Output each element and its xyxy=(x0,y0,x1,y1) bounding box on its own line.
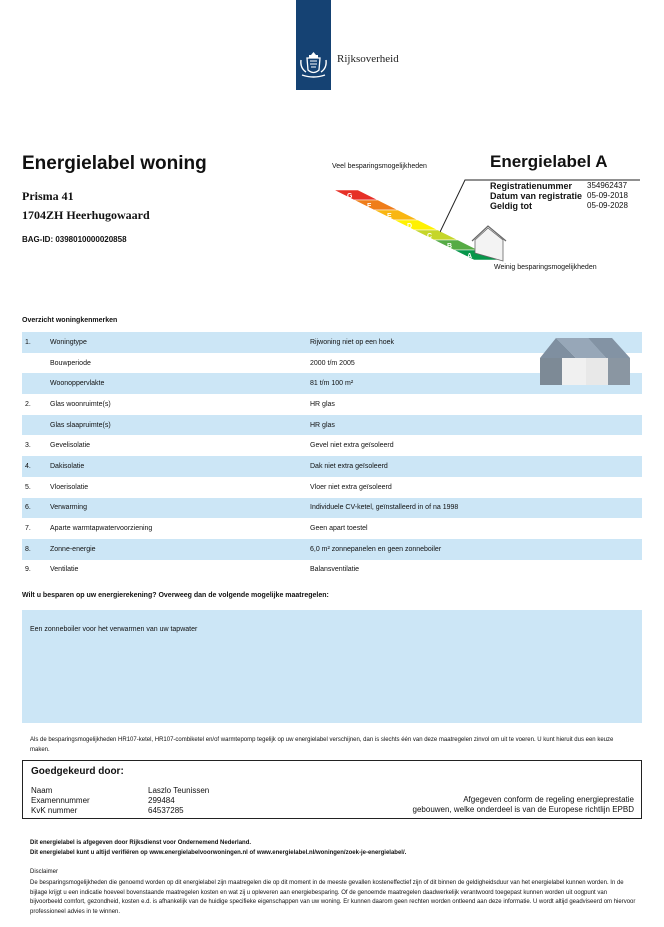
row-number: 1. xyxy=(25,338,31,346)
row-label: Bouwperiode xyxy=(50,359,91,367)
document-title: Energielabel woning xyxy=(22,153,207,174)
row-label: Vloerisolatie xyxy=(50,483,89,491)
scale-letter-g: G xyxy=(347,193,353,200)
registration-date: 05-09-2018 xyxy=(587,191,628,200)
issued-by-note: Dit energielabel is afgegeven door Rijksdienst voor Ondernemend Nederland. xyxy=(30,840,252,846)
table-row xyxy=(22,560,642,581)
advice-measure: Een zonneboiler voor het verwarmen van uw tapwater xyxy=(30,626,198,633)
row-label: Aparte warmtapwatervoorziening xyxy=(50,525,153,533)
row-value: Dak niet extra geïsoleerd xyxy=(310,462,388,470)
scale-letter-f: F xyxy=(367,203,372,210)
row-number: 4. xyxy=(25,462,31,470)
energy-label-heading: Energielabel A xyxy=(490,152,608,171)
table-row xyxy=(22,477,642,498)
registration-labels xyxy=(490,181,582,211)
rijksoverheid-emblem-icon xyxy=(296,48,331,82)
conformity-statement xyxy=(413,795,634,815)
row-value: HR glas xyxy=(310,400,335,408)
row-label: Dakisolatie xyxy=(50,462,85,470)
scale-letter-c: C xyxy=(427,233,433,240)
row-value: 81 t/m 100 m² xyxy=(310,380,354,388)
row-number: 3. xyxy=(25,442,31,450)
verification-note: Dit energielabel kunt u altijd verifiëren op www.energielabelvoorwoningen.nl of www.energielabel.nl/woningen/zoek-je-energielabel/. xyxy=(30,850,407,856)
row-value: Gevel niet extra geïsoleerd xyxy=(310,442,394,450)
row-label: Ventilatie xyxy=(50,566,79,574)
exam-number-label: Examennummer xyxy=(31,796,90,805)
scale-letter-b: B xyxy=(447,243,453,250)
kvk-number: 64537285 xyxy=(148,806,184,815)
row-label: Verwarming xyxy=(50,504,87,512)
row-number: 7. xyxy=(25,525,31,533)
exam-number: 299484 xyxy=(148,796,175,805)
scale-step-d xyxy=(394,220,438,230)
row-number: 2. xyxy=(25,400,31,408)
row-value: HR glas xyxy=(310,421,335,429)
row-label: Gevelisolatie xyxy=(50,442,91,450)
row-value: Balansventilatie xyxy=(310,566,360,574)
row-value: Vloer niet extra geïsoleerd xyxy=(310,483,392,491)
row-label: Woningtype xyxy=(50,338,87,346)
table-row xyxy=(22,539,642,560)
disclaimer-title: Disclaimer xyxy=(30,869,59,875)
registration-number: 354962437 xyxy=(587,181,628,190)
advice-question: Wilt u besparen op uw energierekening? Overweeg dan de volgende mogelijke maatregelen: xyxy=(22,592,329,599)
registration-values xyxy=(587,181,628,211)
table-row xyxy=(22,435,642,456)
scale-step-f xyxy=(354,200,398,210)
conformity-line-2: gebouwen, welke onderdeel is van de Europese richtlijn EPBD xyxy=(412,805,634,814)
kvk-number-label: KvK nummer xyxy=(31,806,78,815)
conformity-line-1: Afgegeven conform de regeling energieprestatie xyxy=(463,795,634,804)
row-value: 6,0 m² zonnepanelen en geen zonneboiler xyxy=(310,545,442,553)
approver-name-label: Naam xyxy=(31,786,53,795)
row-value: Individuele CV-ketel, geïnstalleerd in of na 1998 xyxy=(310,504,459,512)
row-label: Glas slaapruimte(s) xyxy=(50,421,111,429)
table-row xyxy=(22,394,642,415)
row-label: Glas woonruimte(s) xyxy=(50,400,111,408)
table-row xyxy=(22,518,642,539)
row-number: 6. xyxy=(25,504,31,512)
registration-date-label: Datum van registratie xyxy=(490,191,583,201)
scale-top-caption: Veel besparingsmogelijkheden xyxy=(332,163,427,170)
row-value: 2000 t/m 2005 xyxy=(310,359,355,367)
table-row xyxy=(22,498,642,519)
approval-box xyxy=(22,760,642,819)
row-value: Rijwoning niet op een hoek xyxy=(310,338,395,346)
brand-name: Rijksoverheid xyxy=(337,53,399,65)
advice-box xyxy=(22,610,642,723)
row-number: 5. xyxy=(25,483,31,491)
scale-step-b xyxy=(434,240,478,250)
table-row xyxy=(22,456,642,477)
row-label: Woonoppervlakte xyxy=(50,380,105,388)
row-label: Zonne-energie xyxy=(50,545,96,553)
valid-until: 05-09-2028 xyxy=(587,201,628,210)
scale-letter-a: A xyxy=(467,253,473,260)
disclaimer-text: De besparingsmogelijkheden die genoemd worden op dit energielabel zijn maatregelen die op dit moment in de meeste gevallen kosteneffectief zijn of dit binnen de geldigheidsduur van het energielabel kunnen worden. In de bijlage krijgt u een indicatie hoeveel bovenstaande maatregelen kosten en wat zij u opleveren aan energiebesparing. Of de genoemde maatregelen daadwerkelijk verantwoord toegepast kunnen worden uit oogpunt van bijvoorbeeld comfort, gezondheid, kosten e.d. is afhankelijk van de huidige specifieke eigenschappen van uw woning. Er kunnen daarom geen rechten worden ontleend aan deze informatie. U wordt altijd geadviseerd om hiervoor professioneel advies in te winnen. xyxy=(30,880,636,915)
row-house-icon xyxy=(536,330,632,388)
registration-number-label: Registratienummer xyxy=(490,181,573,191)
scale-bottom-caption: Weinig besparingsmogelijkheden xyxy=(494,264,597,271)
advice-note: Als de besparingsmogelijkheden HR107-ketel, HR107-combiketel en/of warmtepomp tegelijk op uw energielabel verschijnen, dan is slechts één van deze maatregelen zinvol om uit te voeren. U kunt hieruit dus een keuze maken. xyxy=(30,737,614,753)
scale-letter-e: E xyxy=(387,213,392,220)
characteristics-title: Overzicht woningkenmerken xyxy=(22,317,118,324)
scale-step-e xyxy=(374,210,418,220)
table-row xyxy=(22,415,642,436)
address-city: 1704ZH Heerhugowaard xyxy=(22,208,150,222)
valid-until-label: Geldig tot xyxy=(490,201,532,211)
approval-title: Goedgekeurd door: xyxy=(31,766,124,777)
bag-id: BAG-ID: 0398010000020858 xyxy=(22,235,127,244)
address-street: Prisma 41 xyxy=(22,189,74,203)
row-number: 9. xyxy=(25,566,31,574)
scale-letter-d: D xyxy=(407,223,413,230)
row-number: 8. xyxy=(25,545,31,553)
approver-name: Laszlo Teunissen xyxy=(148,786,210,795)
row-value: Geen apart toestel xyxy=(310,525,368,533)
scale-step-g xyxy=(334,190,378,200)
